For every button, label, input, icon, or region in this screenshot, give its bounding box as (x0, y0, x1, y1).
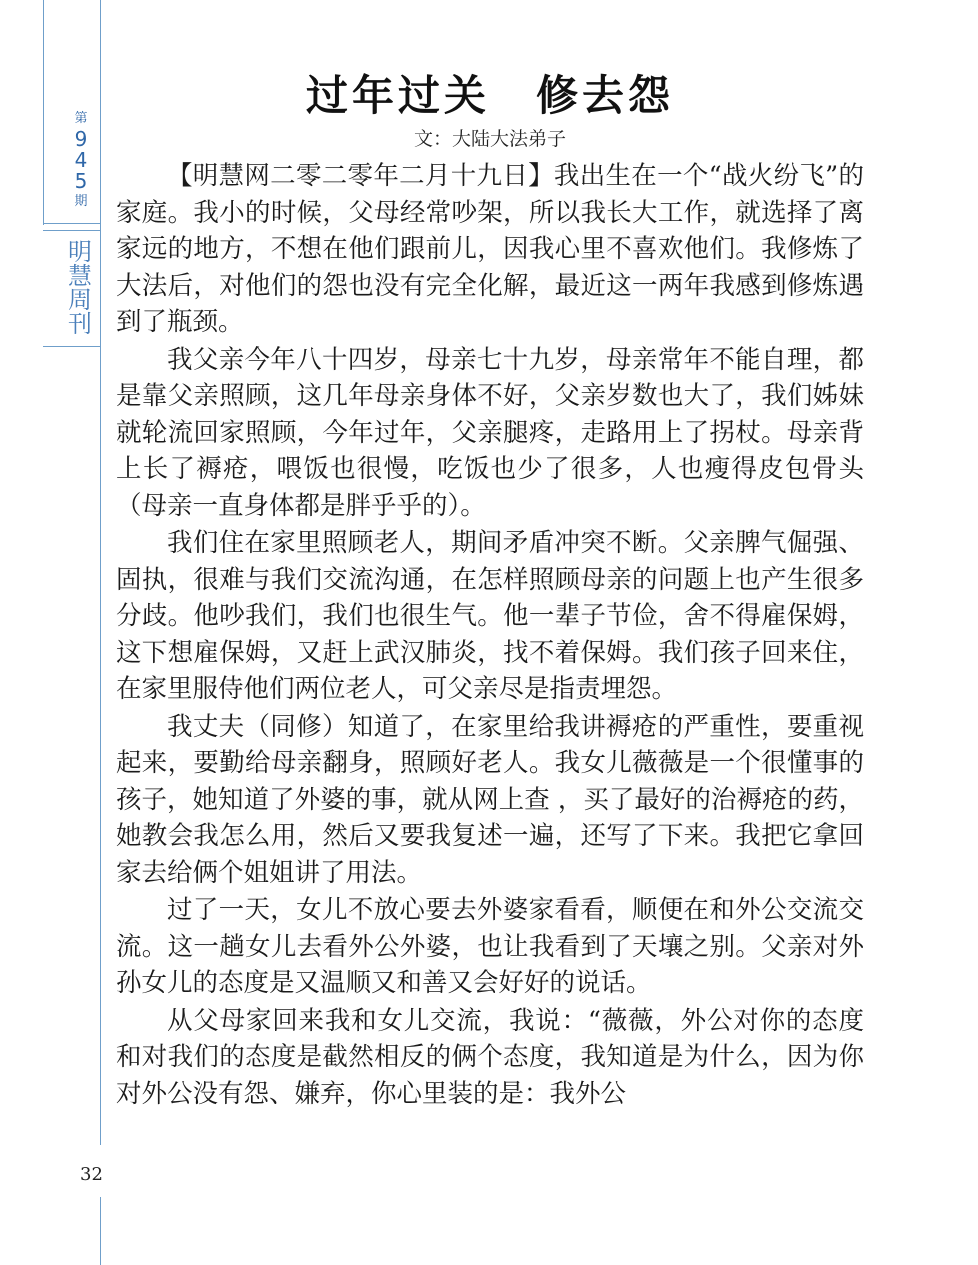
article-author: 文：大陆大法弟子 (413, 128, 566, 150)
magazine-char: 周 (68, 286, 92, 314)
paragraph: 【明慧网二零二零年二月十九日】我出生在一个“战火纷飞”的家庭。我小的时候，父母经常吵架，所以我长大工作，就选择了离家远的地方，不想在他们跟前儿，因我心里不喜欢他们。我修炼了大法后，对他们的怨也没有完全化解，最近这一两年我感到修炼遇到了瓶颈。 (116, 161, 864, 337)
issue-number (62, 108, 100, 212)
issue-prefix: 第 (74, 111, 88, 126)
article-title: 过年过关 修去怨 (305, 71, 674, 120)
margin-divider-top (43, 223, 101, 224)
magazine-name (60, 240, 100, 336)
margin-divider-lower (43, 346, 101, 347)
article (116, 68, 864, 1113)
margin-divider-upper (43, 230, 101, 231)
magazine-char: 慧 (68, 262, 92, 290)
margin-rule-bottom (100, 1197, 101, 1265)
paragraph: 从父母家回来我和女儿交流，我说：“薇薇，外公对你的态度和对我们的态度是截然相反的俩个态度，我知道是为什么，因为你对外公没有怨、嫌弃，你心里装的是：我外公 (116, 1005, 864, 1109)
issue-digit: 9 (74, 127, 88, 151)
margin-rule-main (100, 0, 101, 1145)
magazine-char: 明 (68, 238, 92, 266)
paragraph: 过了一天，女儿不放心要去外婆家看看，顺便在和外公交流交流。这一趟女儿去看外公外婆，也让我看到了天壤之别。父亲对外孙女儿的态度是又温顺又和善又会好好的说话。 (116, 895, 864, 998)
issue-digit: 4 (74, 148, 88, 172)
paragraph: 我们住在家里照顾老人，期间矛盾冲突不断。父亲脾气倔强、固执，很难与我们交流沟通，在怎样照顾母亲的问题上也产生很多分歧。他吵我们，我们也很生气。他一辈子节俭，舍不得雇保姆，这下想雇保姆，又赶上武汉肺炎，找不着保姆。我们孩子回来住，在家里服侍他们两位老人，可父亲尽是指责埋怨。 (116, 528, 864, 704)
page-margin (0, 0, 102, 1265)
page-number: 32 (80, 1164, 103, 1185)
paragraph: 我丈夫（同修）知道了，在家里给我讲褥疮的严重性，要重视起来，要勤给母亲翻身，照顾好老人。我女儿薇薇是一个很懂事的孩子，她知道了外婆的事，就从网上查 ，买了最好的治褥疮的药，她教会我怎么用，然后又要我复述一遍，还写了下来。我把它拿回家去给俩个姐姐讲了用法。 (116, 711, 864, 888)
issue-suffix: 期 (74, 194, 88, 209)
issue-digit: 5 (74, 169, 88, 193)
paragraph: 我父亲今年八十四岁，母亲七十九岁，母亲常年不能自理，都是靠父亲照顾，这几年母亲身体不好，父亲岁数也大了，我们姊妹就轮流回家照顾，今年过年，父亲腿疼，走路用上了拐杖。母亲背上长了褥疮，喂饭也很慢，吃饭也少了很多，人也瘦得皮包骨头（母亲一直身体都是胖乎乎的）。 (116, 344, 864, 521)
margin-rule-left (43, 0, 44, 225)
magazine-char: 刊 (68, 310, 92, 338)
